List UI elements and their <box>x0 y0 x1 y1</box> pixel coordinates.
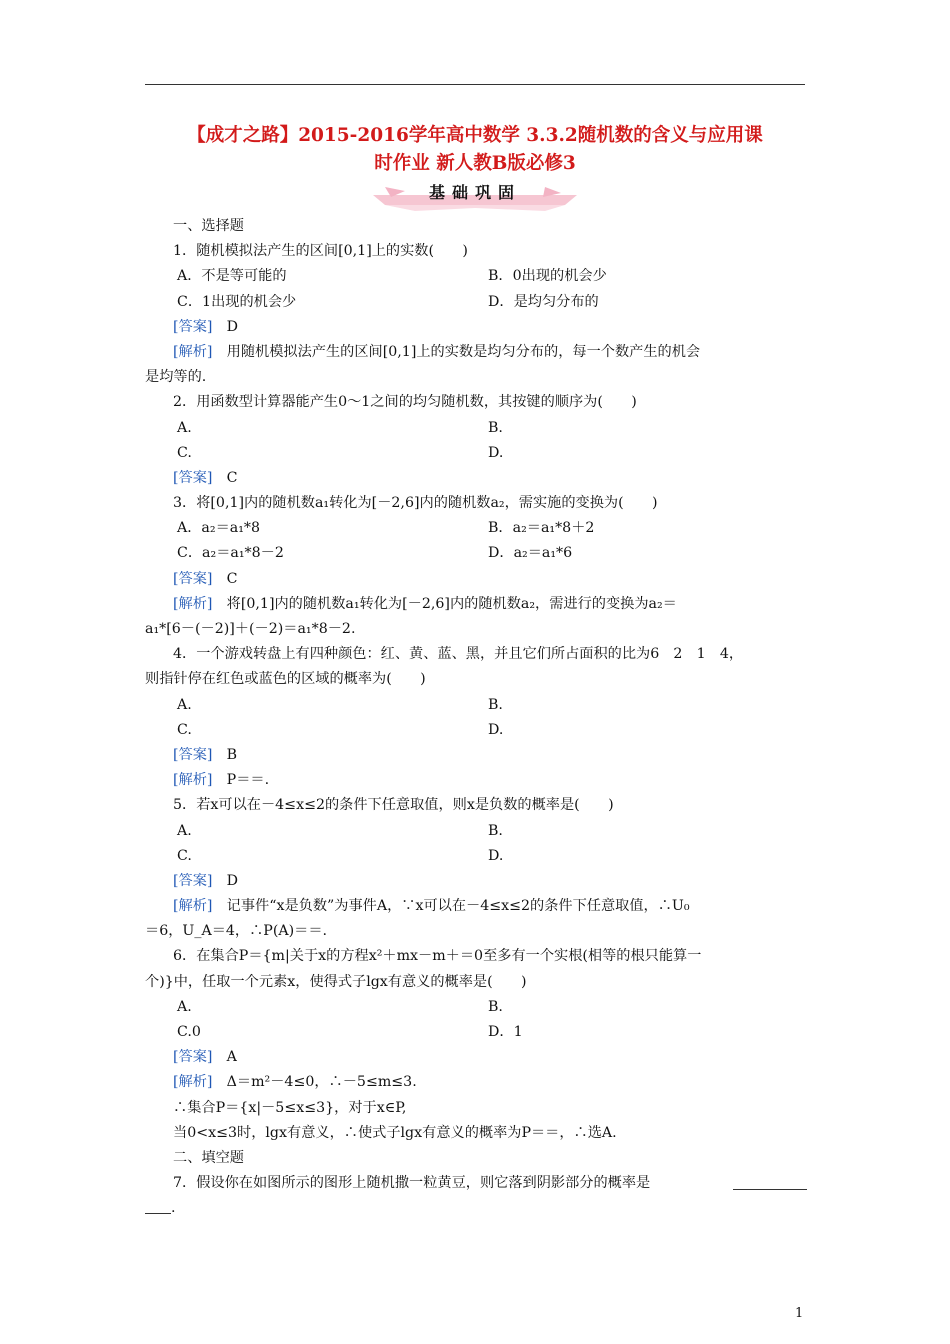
options-row <box>145 819 807 844</box>
question-stem: 3．将[0,1]内的随机数a₁转化为[－2,6]内的随机数a₂，需实施的变换为( ) <box>173 495 658 512</box>
answer-value: C <box>226 469 238 486</box>
option-d: D. <box>488 444 504 461</box>
option-d: D．1 <box>488 1024 523 1040</box>
analysis-line <box>145 1070 807 1095</box>
options-row <box>145 541 807 566</box>
options-row <box>145 416 807 441</box>
options-row <box>145 844 807 869</box>
title-line-2: 时作业 新人教B版必修3 <box>374 153 576 174</box>
options-row <box>145 995 807 1020</box>
options-row <box>145 718 807 743</box>
analysis-continuation: 当0<x≤3时，lgx有意义，∴使式子lgx有意义的概率为P＝＝，∴选A. <box>173 1124 617 1141</box>
options-row <box>145 264 807 289</box>
analysis-tag: [解析] <box>173 772 213 789</box>
answer-tag: [答案] <box>173 469 213 486</box>
option-d: D．是均匀分布的 <box>488 293 599 310</box>
answer-value: D <box>226 872 239 889</box>
analysis-text: 记事件“x是负数”为事件A，∵x可以在－4≤x≤2的条件下任意取值，∴U₀ <box>226 898 690 915</box>
answer-value: A <box>226 1049 237 1066</box>
answer-line <box>145 1045 807 1070</box>
analysis-line <box>145 592 807 617</box>
page-number: 1 <box>795 1306 804 1321</box>
title-line-1: 【成才之路】2015-2016学年高中数学 3.3.2随机数的含义与应用课 <box>187 125 763 146</box>
options-row <box>145 516 807 541</box>
option-b: B. <box>488 696 503 713</box>
option-b: B. <box>488 998 503 1015</box>
option-a: A. <box>177 419 192 436</box>
answer-line <box>145 466 807 491</box>
analysis-continuation: 是均等的. <box>145 369 207 386</box>
analysis-text: Δ＝m²－4≤0，∴－5≤m≤3. <box>226 1074 417 1091</box>
option-c: C．a₂＝a₁*8－2 <box>177 545 284 562</box>
answer-tag: [答案] <box>173 1049 213 1066</box>
option-d: D．a₂＝a₁*6 <box>488 545 573 562</box>
document-body <box>145 214 807 1222</box>
option-a: A．不是等可能的 <box>177 268 287 285</box>
answer-tag: [答案] <box>173 746 213 763</box>
option-b: B．a₂＝a₁*8＋2 <box>488 520 595 537</box>
analysis-line <box>145 768 807 793</box>
question-stem <box>145 1171 807 1196</box>
analysis-line <box>145 340 807 365</box>
answer-blank <box>733 1189 807 1190</box>
option-c: C．1出现的机会少 <box>177 293 297 310</box>
options-row <box>145 441 807 466</box>
analysis-line <box>145 894 807 919</box>
analysis-continuation: a₁*[6－(－2)]＋(－2)＝a₁*8－2. <box>145 621 356 637</box>
options-row <box>145 290 807 315</box>
options-row <box>145 693 807 718</box>
option-a: A. <box>177 998 192 1015</box>
answer-tag: [答案] <box>173 872 213 889</box>
question-stem: 1．随机模拟法产生的区间[0,1]上的实数( ) <box>173 243 468 260</box>
answer-line <box>145 743 807 768</box>
analysis-tag: [解析] <box>173 595 213 612</box>
answer-line <box>145 869 807 894</box>
question-stem: 2．用函数型计算器能产生0～1之间的均匀随机数，其按键的顺序为( ) <box>173 394 637 411</box>
question-period: . <box>171 1200 176 1217</box>
option-c: C. <box>177 847 192 864</box>
option-a: A. <box>177 696 192 713</box>
question-stem-continuation: 则指针停在红色或蓝色的区域的概率为( ) <box>145 671 426 688</box>
analysis-continuation: ∴集合P＝{x|－5≤x≤3}，对于x∈P, <box>173 1099 407 1116</box>
answer-blank-continuation <box>145 1196 807 1221</box>
question-stem: 4．一个游戏转盘上有四种颜色：红、黄、蓝、黑，并且它们所占面积的比为6 2 1 4， <box>173 646 744 663</box>
option-c: C. <box>177 444 192 461</box>
answer-value: C <box>226 570 238 587</box>
option-a: A．a₂＝a₁*8 <box>177 520 261 537</box>
analysis-tag: [解析] <box>173 898 213 915</box>
answer-tag: [答案] <box>173 318 213 335</box>
banner-label: 基础巩固 <box>428 183 521 202</box>
section-heading: 一、选择题 <box>173 218 244 234</box>
question-stem-continuation: 个)}中，任取一个元素x，使得式子lgx有意义的概率是( ) <box>145 973 527 990</box>
document-title <box>140 122 810 178</box>
option-b: B．0出现的机会少 <box>488 268 607 285</box>
question-text: 7．假设你在如图所示的图形上随机撒一粒黄豆，则它落到阴影部分的概率是 <box>173 1175 651 1192</box>
option-a: A. <box>177 822 192 839</box>
analysis-continuation: ＝6，U_A＝4，∴P(A)＝＝. <box>145 923 328 940</box>
answer-line <box>145 567 807 592</box>
section-heading: 二、填空题 <box>173 1149 244 1166</box>
option-d: D. <box>488 847 504 864</box>
option-c: C. <box>177 721 192 738</box>
analysis-tag: [解析] <box>173 1074 213 1091</box>
answer-tag: [答案] <box>173 570 213 587</box>
option-c: C.0 <box>177 1024 201 1040</box>
question-stem: 5．若x可以在－4≤x≤2的条件下任意取值，则x是负数的概率是( ) <box>173 797 614 814</box>
section-banner <box>355 177 595 213</box>
option-d: D. <box>488 721 504 738</box>
option-b: B. <box>488 419 503 436</box>
header-rule <box>145 84 805 85</box>
analysis-text: 将[0,1]内的随机数a₁转化为[－2,6]内的随机数a₂，需进行的变换为a₂＝ <box>226 595 677 612</box>
answer-value: D <box>226 318 239 335</box>
analysis-tag: [解析] <box>173 343 213 360</box>
option-b: B. <box>488 822 503 839</box>
answer-value: B <box>226 746 238 763</box>
analysis-text: P＝＝. <box>226 772 270 789</box>
answer-line <box>145 315 807 340</box>
analysis-text: 用随机模拟法产生的区间[0,1]上的实数是均匀分布的，每一个数产生的机会 <box>226 343 701 360</box>
question-stem: 6．在集合P＝{m|关于x的方程x²＋mx－m＋＝0至多有一个实根(相等的根只能算一 <box>173 948 702 965</box>
options-row <box>145 1020 807 1045</box>
answer-blank-end <box>145 1197 171 1214</box>
